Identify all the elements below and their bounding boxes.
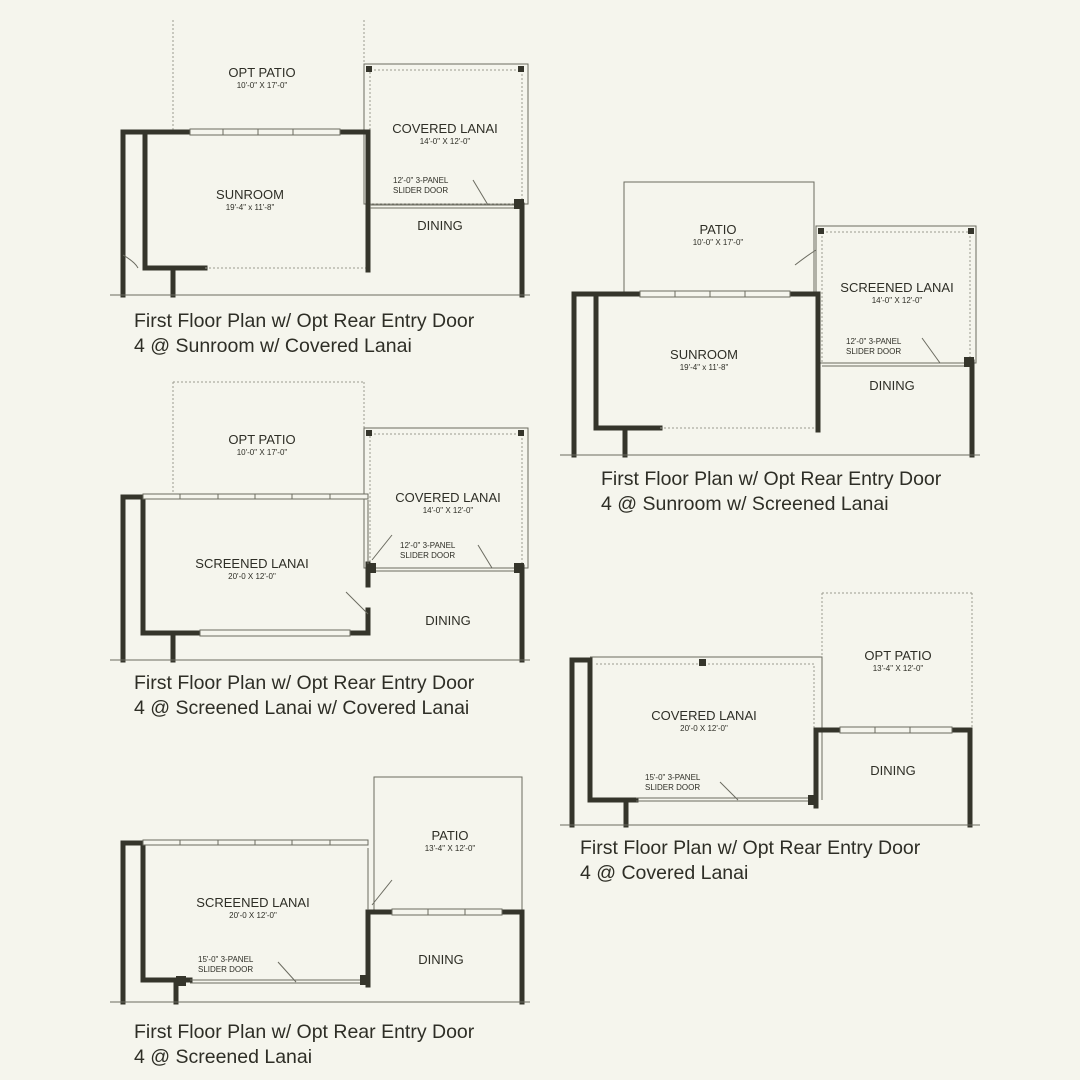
room-dimensions: 10'-0" X 17'-0" [236, 448, 288, 457]
room-dimensions: 13'-4" X 12'-0" [424, 844, 476, 853]
room-name: OPT PATIO [228, 65, 296, 80]
door-note: SLIDER DOOR [198, 965, 254, 974]
room-name: DINING [418, 952, 464, 967]
room-name: OPT PATIO [228, 432, 296, 447]
room-dimensions: 20'-0 X 12'-0" [229, 911, 277, 920]
room-name: COVERED LANAI [651, 708, 757, 723]
plan-1 [110, 20, 530, 295]
plan-2 [560, 182, 980, 455]
caption-line: 4 @ Sunroom w/ Screened Lanai [601, 493, 889, 515]
room-name: DINING [870, 763, 916, 778]
caption-line: First Floor Plan w/ Opt Rear Entry Door [601, 468, 942, 490]
room-dimensions: 14'-0" X 12'-0" [419, 137, 471, 146]
room-dimensions: 19'-4" x 11'-8" [679, 363, 729, 372]
room-name: DINING [869, 378, 915, 393]
plan-caption [580, 836, 920, 886]
door-note: SLIDER DOOR [393, 186, 449, 195]
door-note: 12'-0" 3-PANEL [393, 176, 449, 185]
room-dimensions: 19'-4" x 11'-8" [225, 203, 275, 212]
room-dimensions: 10'-0" X 17'-0" [236, 81, 288, 90]
slider-door [370, 205, 514, 208]
caption-line: First Floor Plan w/ Opt Rear Entry Door [580, 837, 921, 859]
caption-line: 4 @ Covered Lanai [580, 862, 749, 884]
door-note: SLIDER DOOR [846, 347, 902, 356]
room-name: COVERED LANAI [392, 121, 498, 136]
caption-line: First Floor Plan w/ Opt Rear Entry Door [134, 310, 475, 332]
slider-door [822, 363, 964, 366]
plan-3 [110, 382, 530, 660]
room-name: SCREENED LANAI [840, 280, 954, 295]
room-name: SUNROOM [670, 347, 738, 362]
caption-line: First Floor Plan w/ Opt Rear Entry Door [134, 1021, 475, 1043]
room-name: COVERED LANAI [395, 490, 501, 505]
caption-line: 4 @ Sunroom w/ Covered Lanai [134, 335, 412, 357]
room-dimensions: 13'-4" X 12'-0" [872, 664, 924, 673]
room-dimensions: 14'-0" X 12'-0" [422, 506, 474, 515]
door-note: 12'-0" 3-PANEL [400, 541, 456, 550]
caption-line: 4 @ Screened Lanai [134, 1046, 313, 1068]
door-note: 15'-0" 3-PANEL [645, 773, 701, 782]
sunroom-walls [574, 294, 818, 455]
slider-door [636, 798, 808, 801]
door-note: SLIDER DOOR [645, 783, 701, 792]
room-name: SUNROOM [216, 187, 284, 202]
room-dimensions: 14'-0" X 12'-0" [871, 296, 923, 305]
slider-door [376, 568, 514, 571]
plan-caption [601, 467, 941, 517]
room-name: SCREENED LANAI [196, 895, 310, 910]
caption-line: First Floor Plan w/ Opt Rear Entry Door [134, 672, 475, 694]
room-dimensions: 20'-0 X 12'-0" [680, 724, 728, 733]
room-name: SCREENED LANAI [195, 556, 309, 571]
plan-caption [134, 1020, 474, 1070]
plan-5 [110, 777, 530, 1002]
sunroom-walls [123, 132, 368, 295]
door-note: SLIDER DOOR [400, 551, 456, 560]
door-note: 12'-0" 3-PANEL [846, 337, 902, 346]
plan-caption [134, 309, 474, 359]
room-name: OPT PATIO [864, 648, 932, 663]
slider-door [190, 980, 360, 983]
door-note: 15'-0" 3-PANEL [198, 955, 254, 964]
room-name: DINING [425, 613, 471, 628]
room-dimensions: 20'-0 X 12'-0" [228, 572, 276, 581]
room-dimensions: 10'-0" X 17'-0" [692, 238, 744, 247]
room-name: PATIO [699, 222, 737, 237]
caption-line: 4 @ Screened Lanai w/ Covered Lanai [134, 697, 470, 719]
plan-caption [134, 671, 474, 721]
room-name: PATIO [431, 828, 469, 843]
plan-4 [560, 593, 980, 825]
room-name: DINING [417, 218, 463, 233]
